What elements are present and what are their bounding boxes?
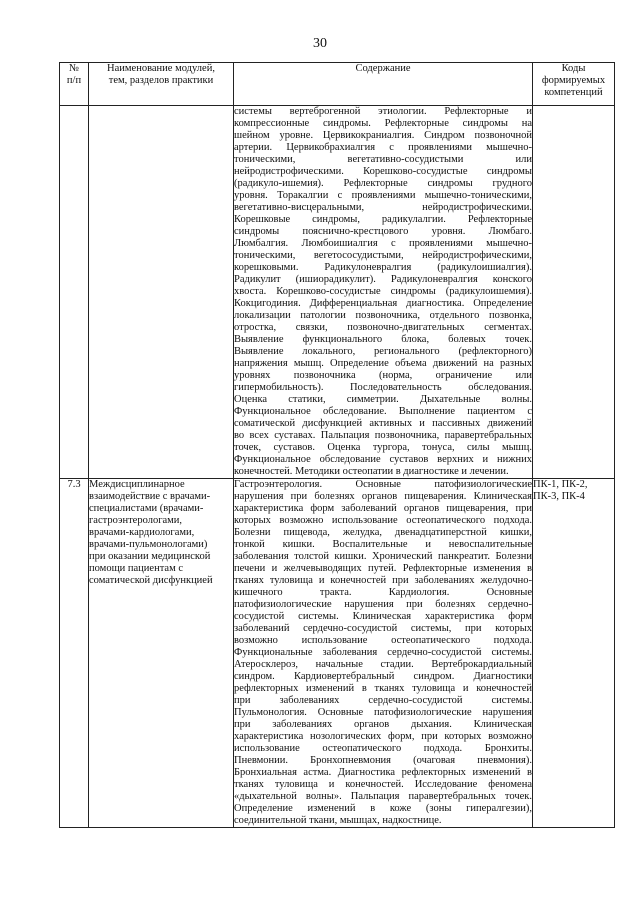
competence-codes [533, 106, 615, 479]
content-line: при заболеваниях сердечно-сосудистой системы. [234, 695, 532, 706]
header-num-line: № [68, 63, 80, 74]
header-name-line: тем, разделов практики [108, 75, 214, 86]
content-line: конечностей. Методики остеопатии в диагностике и лечении. [234, 466, 509, 477]
content-line: синдромы пояснично-крестцового уровня. Люмбаго. [234, 226, 532, 237]
content-line: Функциональные заболевания сердечно-сосудистой системы. [234, 647, 532, 658]
content-line: Гастроэнтерология. Основные патофизиологические [234, 479, 532, 490]
content-line: «дыхательной волны». Пальпация паравертебральных точек. [234, 791, 532, 802]
program-table [59, 62, 615, 828]
content-line: тоническими, вегетососудистыми, нейродистрофическими, [234, 250, 532, 261]
module-name [89, 479, 234, 828]
content-line: тоническими, вегетативно-сосудистыми или [234, 154, 532, 165]
content-line: патофизиологические нарушения при болезнях сердечно- [234, 599, 532, 610]
content-line: локализации патологии позвоночника, отдельного позвонка, [234, 310, 532, 321]
content-line: шейном уровне. Цервикокраниалгия. Синдром позвоночной [234, 130, 532, 141]
content-line: характеристика форм заболеваний органов пищеварения, при [234, 503, 532, 514]
header-module-name [89, 63, 234, 106]
header-codes-line: формируемых [541, 75, 606, 86]
row-number [60, 106, 89, 479]
content-line: нарушения при болезнях органов пищеварения. Клиническая [234, 491, 532, 502]
content-line: уровнях позвоночника (норма, ограничение или [234, 370, 532, 381]
table-row [60, 479, 615, 828]
content-line: рефлекторных изменений в тканях туловища и конечностей [234, 683, 532, 694]
competence-code-line: ПК-3, ПК-4 [533, 491, 585, 502]
content-line: возможно использование остеопатического подхода. [234, 635, 532, 646]
module-name-line: врачами-пульмонологами) [89, 539, 208, 550]
content-line: печени и желчевыводящих путей. Рефлекторные изменения в [234, 563, 532, 574]
content-line: заболевания толстой кишки. Хронический панкреатит. Болезни [234, 551, 532, 562]
page-number: 30 [313, 36, 327, 51]
content-line: Функциональное обследование суставов верхних и нижних [234, 454, 532, 465]
content-line: компрессионные синдромы. Рефлекторные синдромы на [234, 118, 532, 129]
content-line: кишечного тракта. Кардиология. Основные [234, 587, 532, 598]
header-name-line: Наименование модулей, [107, 63, 215, 74]
content-line: Корешковые синдромы, радикулалгии. Рефлекторные [234, 214, 532, 225]
table-header-row [60, 63, 615, 106]
content-line: вегетативно-висцеральными, нейродистрофическими. [234, 202, 532, 213]
content-line: Бронхиальная астма. Диагностика рефлекторных изменений в [234, 767, 532, 778]
content-line: (радикуло-ишемия). Рефлекторные синдромы грудного [234, 178, 532, 189]
content-line: тканях туловища и конечностей при заболеваниях желудочно- [234, 575, 532, 586]
content-line: Выявление локального, регионального (рефлекторного) [234, 346, 532, 357]
module-name-line: помощи пациентам с [89, 563, 183, 574]
content-line: Пневмонии. Бронхопневмония (очаговая пневмония). [234, 755, 532, 766]
content-line: синдром. Кардиовертебральный синдром. Диагностики [234, 671, 532, 682]
content-line: уровня. Торакалгии с проявлениями мышечно-тоническими, [234, 190, 532, 201]
module-name-line: специалистами (врачами- [89, 503, 204, 514]
table-row [60, 106, 615, 479]
content-line: характеристика нозологических форм, при которых возможно [234, 731, 532, 742]
content-line: Определение изменений в коже (зоны гипералгезии), [234, 803, 532, 814]
content-line: заболеваний сердечно-сосудистой системы, при которых [234, 623, 532, 634]
module-name-line: врачами-кардиологами, [89, 527, 195, 538]
content-line: соединительной ткани, мышцах, надкостнице. [234, 815, 442, 826]
content-line: Люмбалгия. Люмбоишиалгия с проявлениями мышечно- [234, 238, 532, 249]
module-name [89, 106, 234, 479]
header-num [60, 63, 89, 106]
content-line: Пульмонология. Основные патофизиологические нарушения [234, 707, 532, 718]
content-line: Болезни пищевода, желудка, двенадцатиперстной кишки, [234, 527, 532, 538]
content-line: нейродистрофическими. Корешково-сосудистые синдромы [234, 166, 532, 177]
row-number: 7.3 [60, 479, 89, 828]
content-line: во всех суставах. Пальпация позвоночника, паравертебральных [234, 430, 532, 441]
header-codes-line: Коды [561, 63, 586, 74]
content-line: соматической дисфункцией активных и пассивных движений [234, 418, 532, 429]
content-line: отростка, связки, позвоночно-двигательных сегментах. [234, 322, 532, 333]
content-line: хвоста. Корешково-сосудистые синдромы (радикулоишемия). [234, 286, 532, 297]
content-line: гипермобильность). Последовательность обследования. [234, 382, 532, 393]
content-line: тканях туловища и конечностей. Исследование феномена [234, 779, 532, 790]
module-name-line: гастроэнтерологами, [89, 515, 183, 526]
content-text [234, 106, 533, 479]
competence-code-line: ПК-1, ПК-2, [533, 479, 588, 490]
competence-codes [533, 479, 615, 828]
module-name-line: Междисциплинарное [89, 479, 185, 490]
header-codes [533, 63, 615, 106]
content-line: которых возможно использование остеопатического подхода. [234, 515, 532, 526]
content-line: Оценка статики, симметрии. Дыхательные волны. [234, 394, 532, 405]
header-num-line: п/п [66, 75, 82, 86]
content-line: Кокцигодиния. Дифференциальная диагностика. Определение [234, 298, 532, 309]
content-line: Атеросклероз, начальные стадии. Вертеброкардиальный [234, 659, 532, 670]
content-line: Радикулит (ишиорадикулит). Радикулоневралгия конского [234, 274, 532, 285]
module-name-line: при оказании медицинской [89, 551, 211, 562]
content-line: при заболеваниях органов дыхания. Клиническая [234, 719, 532, 730]
content-line: использование остеопатического подхода. Бронхиты. [234, 743, 532, 754]
module-name-line: соматической дисфункцией [89, 575, 213, 586]
content-line: точек, суставов. Оценка тургора, тонуса, силы мышц. [234, 442, 532, 453]
content-line: сосудистой системы. Клиническая характеристика форм [234, 611, 532, 622]
module-name-line: взаимодействие с врачами- [89, 491, 211, 502]
content-line: тонкой кишки. Воспалительные и невоспалительные [234, 539, 532, 550]
header-content: Содержание [234, 63, 533, 106]
content-line: Выявление функционального блока, болевых точек. [234, 334, 532, 345]
content-line: системы вертеброгенной этиологии. Рефлекторные и [234, 106, 532, 117]
content-text [234, 479, 533, 828]
content-line: артерии. Цервикобрахиалгия с проявлениями мышечно- [234, 142, 532, 153]
header-codes-line: компетенций [544, 87, 603, 98]
content-line: корешковыми. Радикулоневралгия (радикулоишиалгия). [234, 262, 532, 273]
content-line: Функциональное обследование. Выполнение пациентом с [234, 406, 532, 417]
content-line: напряжения мышц. Определение объема движений на разных [234, 358, 532, 369]
